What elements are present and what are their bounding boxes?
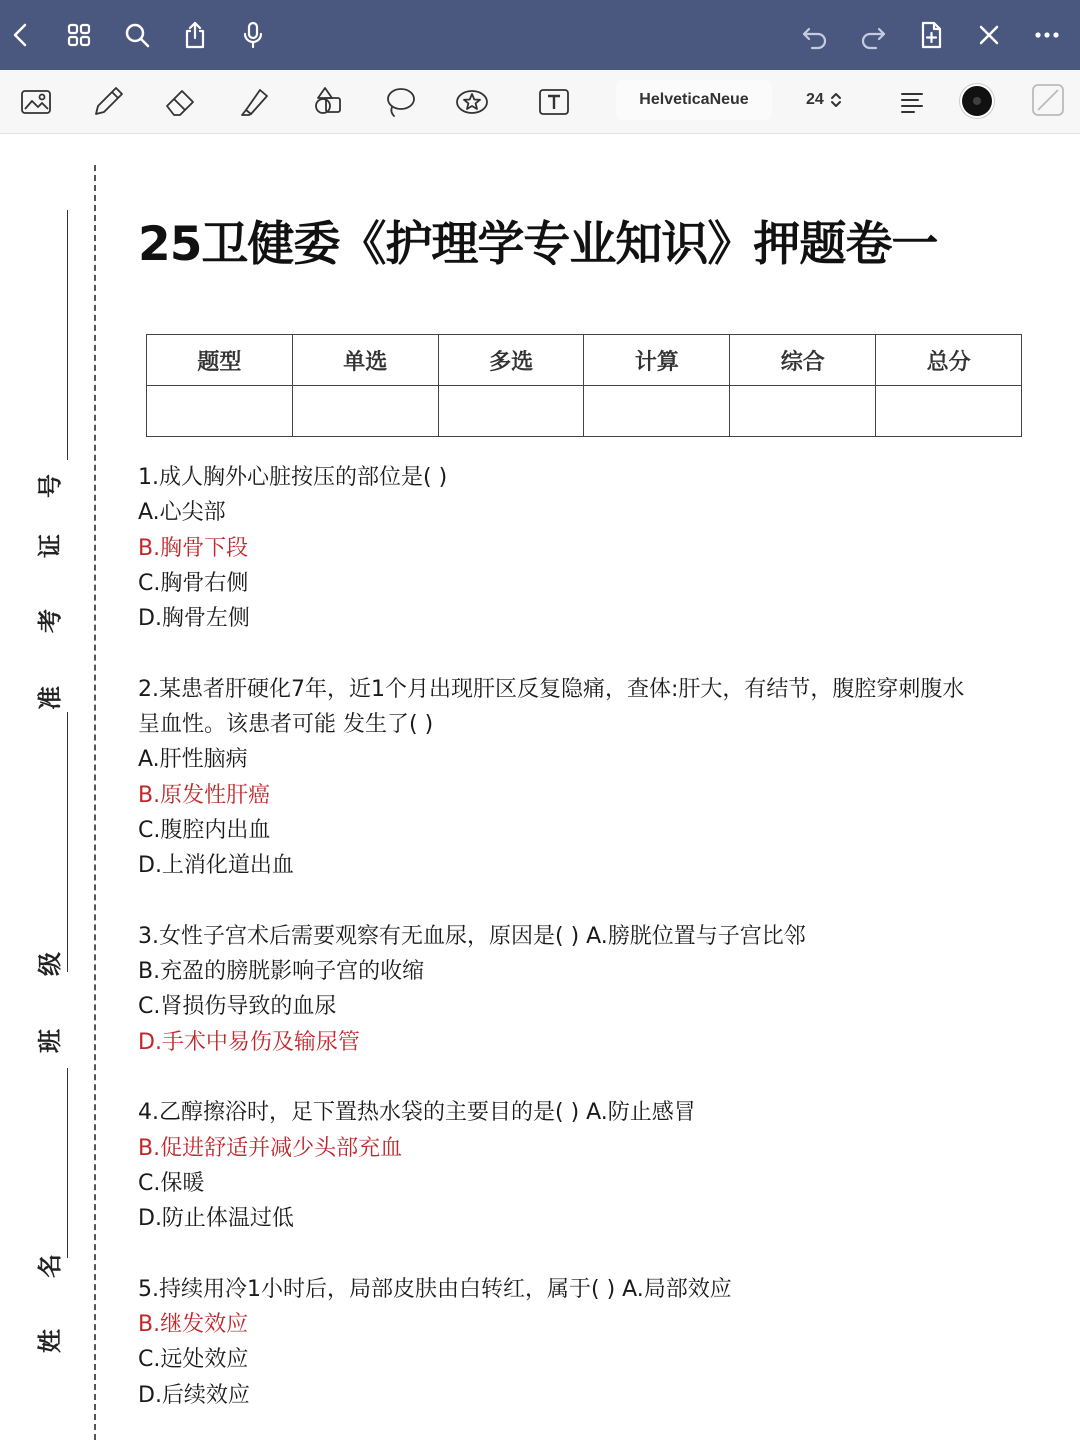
font-size-selector[interactable] xyxy=(806,80,866,120)
score-cell[interactable] xyxy=(730,386,876,437)
font-name-selector[interactable]: HelveticaNeue xyxy=(616,80,772,120)
class-write-line xyxy=(67,712,68,972)
score-cell[interactable] xyxy=(292,386,438,437)
close-icon[interactable] xyxy=(972,18,1006,52)
grid-icon[interactable] xyxy=(62,18,96,52)
microphone-icon[interactable] xyxy=(236,18,270,52)
score-cell[interactable] xyxy=(438,386,584,437)
question-block xyxy=(138,1095,1080,1236)
question-option: D.后续效应 xyxy=(138,1382,250,1408)
margin-label: 姓 xyxy=(35,1329,64,1353)
score-table-value-row xyxy=(147,386,1022,437)
question-option: B.充盈的膀胱影响子宫的收缩 xyxy=(138,959,425,985)
eraser-icon[interactable] xyxy=(160,82,200,122)
shapes-icon[interactable] xyxy=(308,82,348,122)
question-line: 3.女性子宫术后需要观察有无血尿，原因是( ) A.膀胱位置与子宫比邻 xyxy=(138,923,806,949)
margin-label: 考 xyxy=(35,609,64,633)
question-option-answer: B.继发效应 xyxy=(138,1312,249,1338)
score-table-header: 总分 xyxy=(876,335,1022,386)
question-block xyxy=(138,919,1080,1060)
question-block xyxy=(138,672,1080,884)
color-picker[interactable] xyxy=(962,86,992,116)
score-cell[interactable] xyxy=(147,386,293,437)
share-icon[interactable] xyxy=(178,18,212,52)
score-table-header: 题型 xyxy=(147,335,293,386)
top-navigation-bar xyxy=(0,0,1080,70)
margin-label: 准 xyxy=(35,686,64,710)
page-title: 25卫健委《护理学专业知识》押题卷一 xyxy=(138,217,938,272)
question-line: 呈血性。该患者可能 发生了( ) xyxy=(138,712,434,738)
background-fill-icon[interactable] xyxy=(1028,80,1068,120)
font-size-value: 24 xyxy=(806,91,824,108)
lasso-icon[interactable] xyxy=(380,82,420,122)
question-option-answer: D.手术中易伤及输尿管 xyxy=(138,1029,360,1055)
back-chevron-icon[interactable] xyxy=(4,18,38,52)
search-icon[interactable] xyxy=(120,18,154,52)
margin-label: 班 xyxy=(35,1029,64,1053)
sticker-icon[interactable] xyxy=(452,82,492,122)
question-option: D.胸骨左侧 xyxy=(138,606,250,632)
question-option-answer: B.原发性肝癌 xyxy=(138,782,271,808)
question-option-answer: B.胸骨下段 xyxy=(138,535,249,561)
question-option: A.肝性脑病 xyxy=(138,747,248,773)
margin-label: 名 xyxy=(35,1254,64,1278)
more-icon[interactable] xyxy=(1030,18,1064,52)
question-list xyxy=(138,460,1080,1443)
score-cell[interactable] xyxy=(876,386,1022,437)
score-table-header: 综合 xyxy=(730,335,876,386)
redo-icon[interactable] xyxy=(856,18,890,52)
name-write-line xyxy=(67,1068,68,1258)
question-block xyxy=(138,1272,1080,1413)
margin-label: 号 xyxy=(35,474,64,498)
question-option: C.保暖 xyxy=(138,1170,205,1196)
question-option: A.心尖部 xyxy=(138,500,226,526)
highlighter-icon[interactable] xyxy=(234,82,274,122)
question-option: C.肾损伤导致的血尿 xyxy=(138,994,337,1020)
question-option: D.上消化道出血 xyxy=(138,853,294,879)
undo-icon[interactable] xyxy=(798,18,832,52)
question-option: D.防止体温过低 xyxy=(138,1206,294,1232)
stepper-chevron-icon xyxy=(829,91,843,109)
add-page-icon[interactable] xyxy=(914,18,948,52)
image-scan-icon[interactable] xyxy=(16,82,56,122)
question-option: C.远处效应 xyxy=(138,1347,249,1373)
question-line: 5.持续用冷1小时后，局部皮肤由白转红，属于( ) A.局部效应 xyxy=(138,1276,732,1302)
score-table xyxy=(146,334,1022,437)
text-align-icon[interactable] xyxy=(892,82,932,122)
question-block xyxy=(138,460,1080,636)
margin-label: 级 xyxy=(35,952,64,976)
binding-dashed-line xyxy=(94,165,96,1440)
question-option-answer: B.促进舒适并减少头部充血 xyxy=(138,1135,403,1161)
score-table-header-row xyxy=(147,335,1022,386)
question-option: C.胸骨右侧 xyxy=(138,570,249,596)
text-tool-icon[interactable] xyxy=(534,82,574,122)
score-table-header: 计算 xyxy=(584,335,730,386)
exam-id-write-line xyxy=(67,210,68,460)
margin-label: 证 xyxy=(35,534,64,558)
question-line: 1.成人胸外心脏按压的部位是( ) xyxy=(138,465,448,490)
score-table-header: 单选 xyxy=(292,335,438,386)
pen-icon[interactable] xyxy=(88,82,128,122)
score-cell[interactable] xyxy=(584,386,730,437)
score-table-header: 多选 xyxy=(438,335,584,386)
question-line: 4.乙醇擦浴时，足下置热水袋的主要目的是( ) A.防止感冒 xyxy=(138,1100,696,1126)
question-line: 2.某患者肝硬化7年，近1个月出现肝区反复隐痛，查体:肝大，有结节，腹腔穿刺腹水 xyxy=(138,676,965,702)
question-option: C.腹腔内出血 xyxy=(138,817,271,843)
